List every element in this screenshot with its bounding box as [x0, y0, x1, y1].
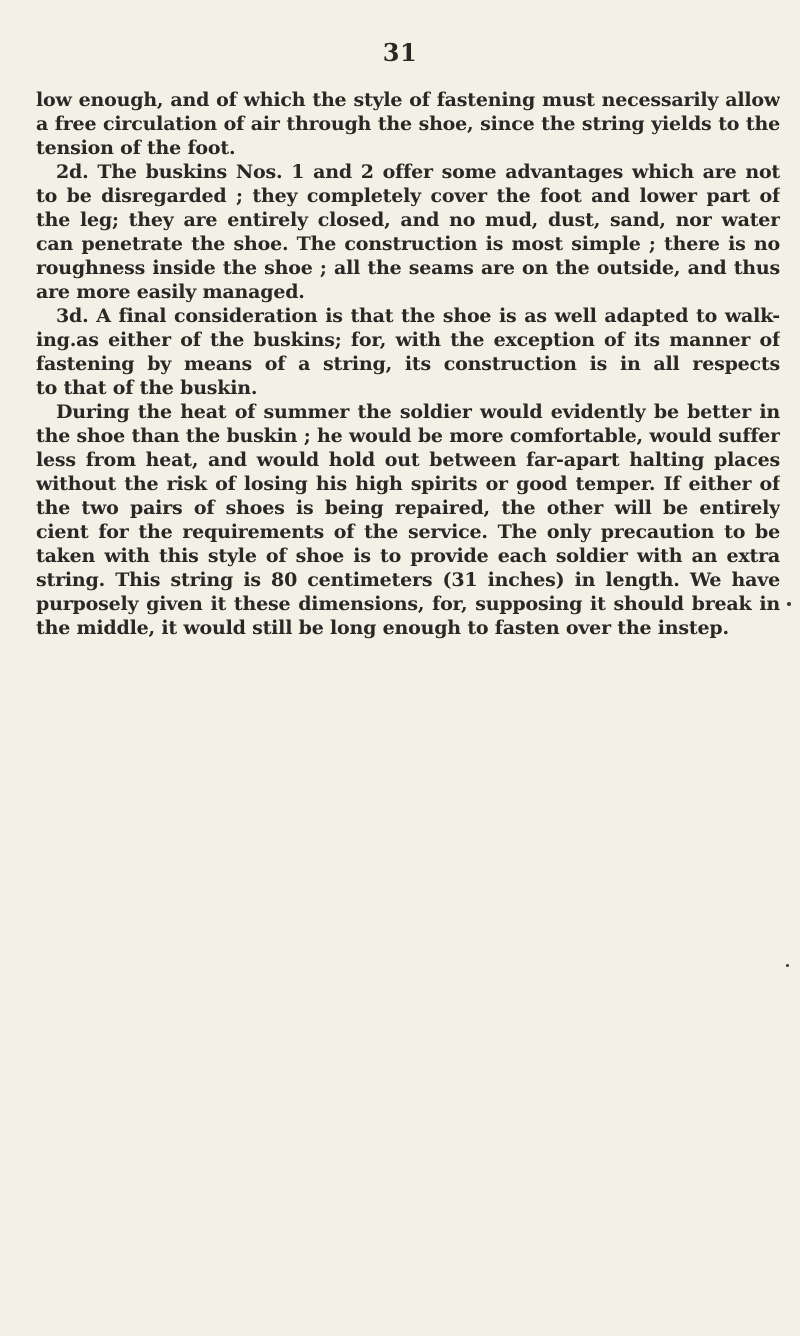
text-line: purposely given it these dimensions, for, supposing it should break in — [36, 593, 780, 615]
text-line: roughness inside the shoe ; all the seams are on the outside, and thus — [36, 257, 780, 279]
paper-speck — [787, 602, 791, 606]
page-number: 31 — [382, 38, 418, 67]
text-line: the leg; they are entirely closed, and no mud, dust, sand, nor water — [36, 209, 780, 231]
text-line: without the risk of losing his high spirits or good temper. If either of — [36, 473, 780, 495]
text-line: are more easily managed. — [36, 281, 305, 303]
text-line: 3d. A final consideration is that the shoe is as well adapted to walk- — [56, 305, 780, 327]
text-line: the middle, it would still be long enough to fasten over the instep. — [36, 617, 729, 639]
text-line: ing.as either of the buskins; for, with the exception of its manner of — [36, 329, 780, 351]
text-line: can penetrate the shoe. The construction is most simple ; there is no — [36, 233, 780, 255]
text-line: cient for the requirements of the service. The only precaution to be — [36, 521, 780, 543]
text-line: less from heat, and would hold out between far-apart halting places — [36, 449, 780, 471]
text-line: to be disregarded ; they completely cover the foot and lower part of — [36, 185, 780, 207]
text-line: a free circulation of air through the shoe, since the string yields to the — [36, 113, 780, 135]
text-line: the two pairs of shoes is being repaired, the other will be entirely — [36, 497, 780, 519]
paper-speck — [786, 964, 789, 967]
text-line: string. This string is 80 centimeters (31 inches) in length. We have — [36, 569, 780, 591]
text-line: taken with this style of shoe is to provide each soldier with an extra — [36, 545, 780, 567]
text-line: During the heat of summer the soldier would evidently be better in — [56, 401, 780, 423]
text-line: fastening by means of a string, its construction is in all respects — [36, 353, 780, 375]
text-line: tension of the foot. — [36, 137, 236, 159]
text-line: the shoe than the buskin ; he would be more comfortable, would suffer — [36, 425, 780, 447]
body-text — [36, 88, 780, 640]
text-line: to that of the buskin. — [36, 377, 258, 399]
text-line: 2d. The buskins Nos. 1 and 2 offer some advantages which are not — [56, 161, 780, 183]
text-line: low enough, and of which the style of fastening must necessarily allow — [36, 89, 780, 111]
